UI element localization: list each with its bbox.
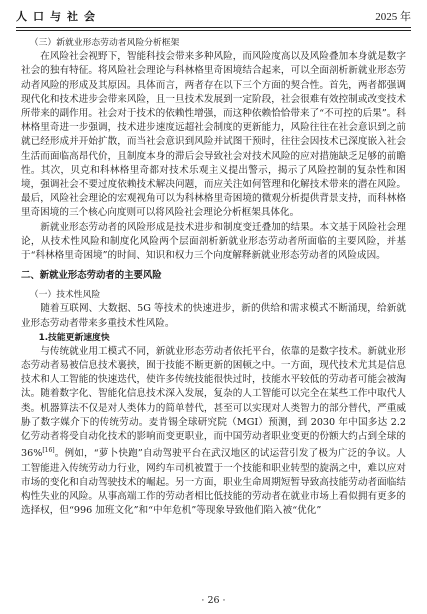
journal-title: 人口与社会 — [16, 10, 101, 23]
citation-ref: [16] — [42, 447, 55, 455]
body-paragraph: 新就业形态劳动者的风险形成是技术进步和制度变迁叠加的结果。本文基于风险社会理论，从技术性风险和制度化风险两个层面剖析新就业形态劳动者所面临的主要风险，并基于“科林格里奇困境”的时间、知识和权力三个向度解释新就业形态劳动者的风险成因。 — [21, 221, 406, 262]
minor-heading: 1.技能更新速度快 — [38, 332, 110, 343]
section-heading: 二、新就业形态劳动者的主要风险 — [21, 270, 162, 282]
issue-year: 2025 年 — [375, 11, 411, 23]
header-rule-thick — [16, 27, 411, 28]
body-paragraph — [21, 345, 406, 519]
page-number: · 26 · — [201, 595, 226, 606]
paragraph-text: 。例如，“萝卜快跑”自动驾驶平台在武汉地区的试运营引发了极为广泛的争议。人工智能进入传统劳动力行业，网约车司机被置于一个技能和职业转型的旋涡之中，难以应对市场的变化和自动驾驶技术的崛起。另一方面，职业生命周期短暂导致高技能劳动者面临结构性失业的风险。从事高端工作的劳动者相比低技能的劳动者在就业市场上看似拥有更多的选择权，但“996 加班文化”和“中年危机”等现象导致他们陷入被“优化” — [21, 448, 406, 517]
page-body — [21, 36, 406, 586]
framework-heading: （三）新就业形态劳动者风险分析框架 — [29, 38, 180, 48]
subsection-heading: （一）技术性风险 — [29, 290, 101, 301]
header-rule-thin — [16, 30, 411, 31]
body-paragraph: 在风险社会视野下，智能科技会带来多种风险，而风险度高以及风险叠加本身就是数字社会的独有特征。将风险社会理论与科林格里奇困境结合起来，可以全面剖析新就业形态劳动者风险的形成及其原因。具体而言，两者存在以下三个方面的契合性。首先，两者都强调现代化和技术进步会带来风险，且一旦技术发展到一定阶段，社会很难有效控制或改变技术所带来的副作用。社会对于技术的依赖性增强，而这种依赖恰恰带来了“不可控的后果”。科林格里奇进一步强调，技术进步速度远超社会制度的更新能力，风险往往在社会意识到之前就已经形成并开始扩散，而当社会意识到风险并试图干预时，往往会因技术已深度嵌入社会生活而面临高昂代价，且制度本身的滞后会导致社会对技术风险的应对措施缺乏足够的前瞻性。其次，贝克和科林格里奇都对技术乐观主义提出警示，揭示了风险控制的复杂性和困境，强调社会不要过度依赖技术解决问题，而应关注如何管理和化解技术带来的潜在风险。最后，风险社会理论的宏观视角可以为科林格里奇困境的微观分析提供背景支持，而科林格里奇困境的三个核心向度则可以将风险社会理论分析框架具体化。 — [21, 51, 406, 219]
paragraph-text: 与传统就业用工模式不同，新就业形态劳动者依托平台，依靠的是数字技术。新就业形态劳动者易被信息技术裹挟，囿于技能不断更新的困顿之中。一方面，现代技术尤其是信息技术和人工智能的快速迭代，使许多传统技能很快过时，技能水平较低的劳动者可能会被淘汰。随着数字化、智能化信息技术深入发展，复杂的人工智能可以完全在某些工作中取代人类。机器算法不仅是对人类体力的简单替代，甚至可以实现对人类智力的部分替代，严重威胁了数字媒介下的传统劳动。麦肯锡全球研究院（MGI）预测，到 2030 年中国多达 2.2 亿劳动者将受自动化技术的影响而变更职业，而中国劳动者职业变更的份额大约占到全球的 36% — [21, 345, 406, 460]
body-paragraph: 随着互联网、大数据、5G 等技术的快速进步，新的供给和需求模式不断涌现，给新就业形态劳动者带来多重技术性风险。 — [21, 303, 406, 329]
running-header — [16, 5, 411, 27]
